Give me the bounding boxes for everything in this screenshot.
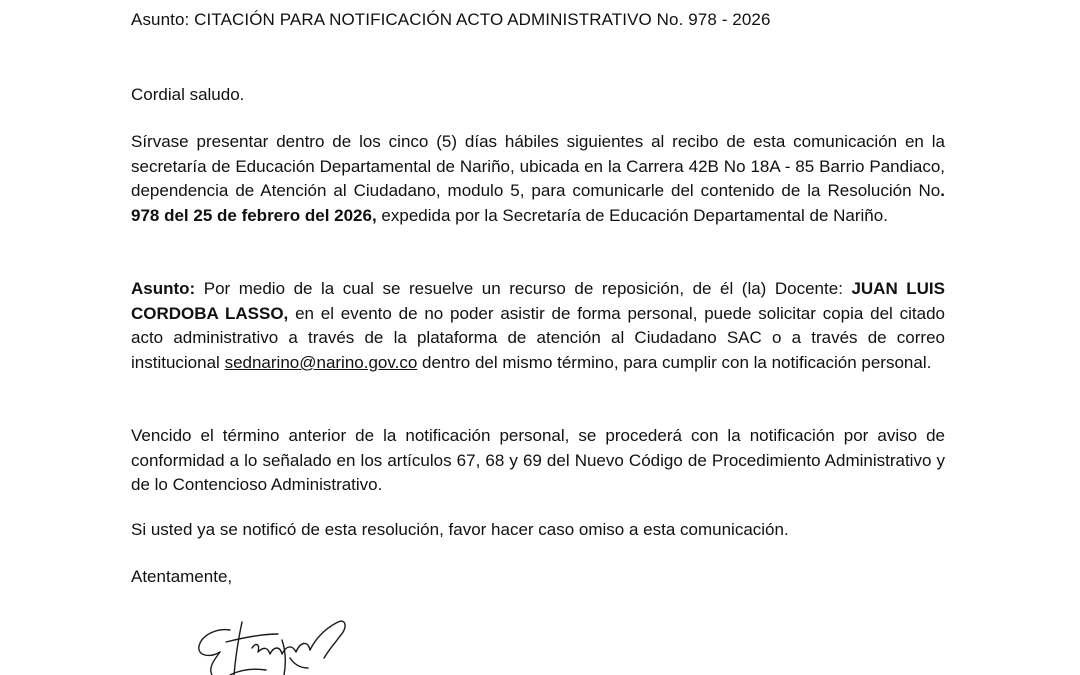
paragraph-citation-text-b: expedida por la Secretaría de Educación Departamental de Nariño. bbox=[376, 205, 888, 225]
subject-line: Asunto: CITACIÓN PARA NOTIFICACIÓN ACTO ADMINISTRATIVO No. 978 - 2026 bbox=[131, 10, 771, 29]
paragraph-deadline: Vencido el término anterior de la notificación personal, se procederá con la notificación por aviso de conformidad a lo señalado en los artículos 67, 68 y 69 del Nuevo Código de Procedimiento Administrativo y de lo Contencioso Administrativo. bbox=[131, 426, 945, 495]
paragraph-subject-text-c: dentro del mismo término, para cumplir con la notificación personal. bbox=[417, 352, 932, 372]
teacher-name: JUAN LUIS CORDOBA LASSO, bbox=[131, 279, 945, 323]
paragraph-subject-text-b: en el evento de no poder asistir de forma personal, puede solicitar copia del citado acto administrativo a través de la plataforma de atención al Ciudadano SAC o a través de correo institucional bbox=[131, 303, 945, 372]
greeting: Cordial saludo. bbox=[131, 85, 245, 104]
paragraph-disregard: Si usted ya se notificó de esta resolución, favor hacer caso omiso a esta comunicación. bbox=[131, 520, 789, 539]
paragraph-subject-text-a: Por medio de la cual se resuelve un recurso de reposición, de él (la) Docente: bbox=[195, 279, 852, 298]
paragraph-subject bbox=[131, 277, 945, 375]
handwritten-signature-icon bbox=[190, 612, 360, 675]
closing: Atentamente, bbox=[131, 567, 233, 586]
paragraph-citation bbox=[131, 130, 945, 228]
institutional-email-link[interactable]: sednarino@narino.gov.co bbox=[224, 352, 418, 372]
resolution-reference: . 978 del 25 de febrero del 2026, bbox=[131, 181, 945, 225]
paragraph-citation-text-a: Sírvase presentar dentro de los cinco (5) días hábiles siguientes al recibo de esta comunicación en la secretaría de Educación Departamental de Nariño, ubicada en la Carrera 42B No 18A - 85 Barrio Pandiaco, dependencia de Atención al Ciudadano, modulo 5, para comunicarle del contenido de la Resolución No bbox=[131, 132, 945, 201]
subject-label: Asunto: bbox=[131, 279, 196, 298]
